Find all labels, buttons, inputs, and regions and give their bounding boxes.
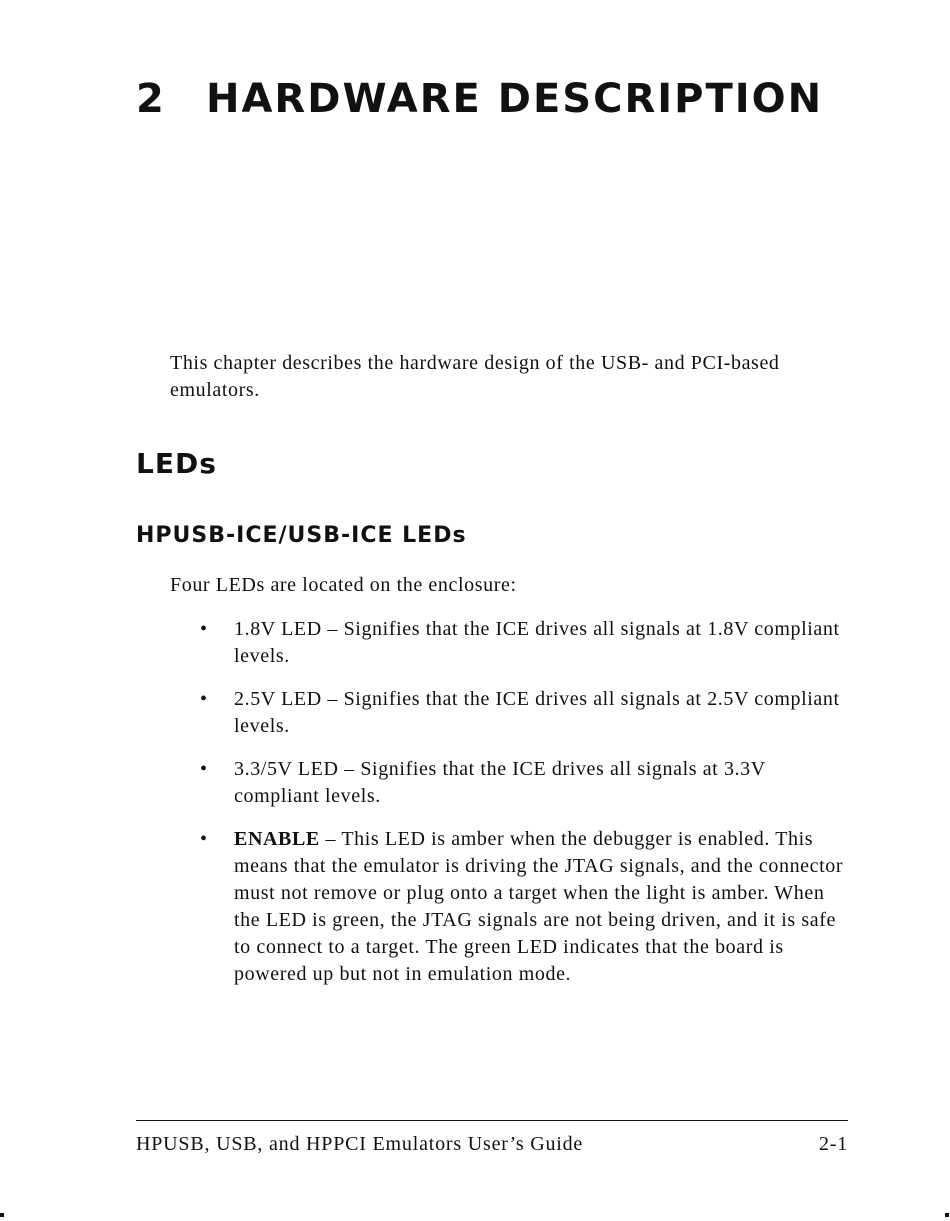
list-item-led-enable [200, 826, 850, 988]
footer-guide-title: HPUSB, USB, and HPPCI Emulators User’s Guide [136, 1133, 584, 1155]
led-separator: – [338, 758, 361, 780]
chapter-title-text: HARDWARE DESCRIPTION [206, 76, 824, 122]
chapter-title [136, 72, 823, 126]
led-term: 1.8V LED [234, 618, 322, 640]
chapter-intro: This chapter describes the hardware design of the USB- and PCI-based emulators. [170, 352, 780, 401]
footer-divider [136, 1120, 848, 1121]
scan-artifact-dot [0, 1213, 4, 1217]
led-term: 2.5V LED [234, 688, 322, 710]
bullet-icon: • [200, 758, 208, 780]
led-separator: – [321, 618, 344, 640]
list-item-led-1-8v [200, 616, 850, 670]
subsection-heading-usb-ice-leds: HPUSB-ICE/USB-ICE LEDs [136, 523, 467, 548]
chapter-number: 2 [136, 76, 166, 122]
bullet-icon: • [200, 618, 208, 640]
bullet-icon: • [200, 688, 208, 710]
led-separator: – [319, 828, 342, 850]
led-term: ENABLE [234, 828, 320, 850]
led-separator: – [321, 688, 344, 710]
led-list [200, 616, 850, 1004]
led-description: Signifies that the ICE drives all signals at 2.5V compliant levels. [234, 688, 840, 737]
list-item-led-2-5v [200, 686, 850, 740]
footer-page-number: 2-1 [818, 1133, 848, 1155]
led-description: This LED is amber when the debugger is enabled. This means that the emulator is driving the JTAG signals, and the connector must not remove or plug onto a target when the light is amber. When the LED is green, the JTAG signals are not being driven, and it is safe to connect to a target. The green LED indicates that the board is powered up but not in emulation mode. [234, 828, 844, 985]
led-list-lead: Four LEDs are located on the enclosure: [170, 574, 517, 596]
led-description: Signifies that the ICE drives all signals at 1.8V compliant levels. [234, 618, 840, 667]
section-heading-leds: LEDs [136, 447, 217, 480]
led-term: 3.3/5V LED [234, 758, 339, 780]
led-description: Signifies that the ICE drives all signals at 3.3V compliant levels. [234, 758, 766, 807]
bullet-icon: • [200, 828, 208, 850]
list-item-led-3-3-5v [200, 756, 850, 810]
scan-artifact-dot [945, 1213, 949, 1217]
